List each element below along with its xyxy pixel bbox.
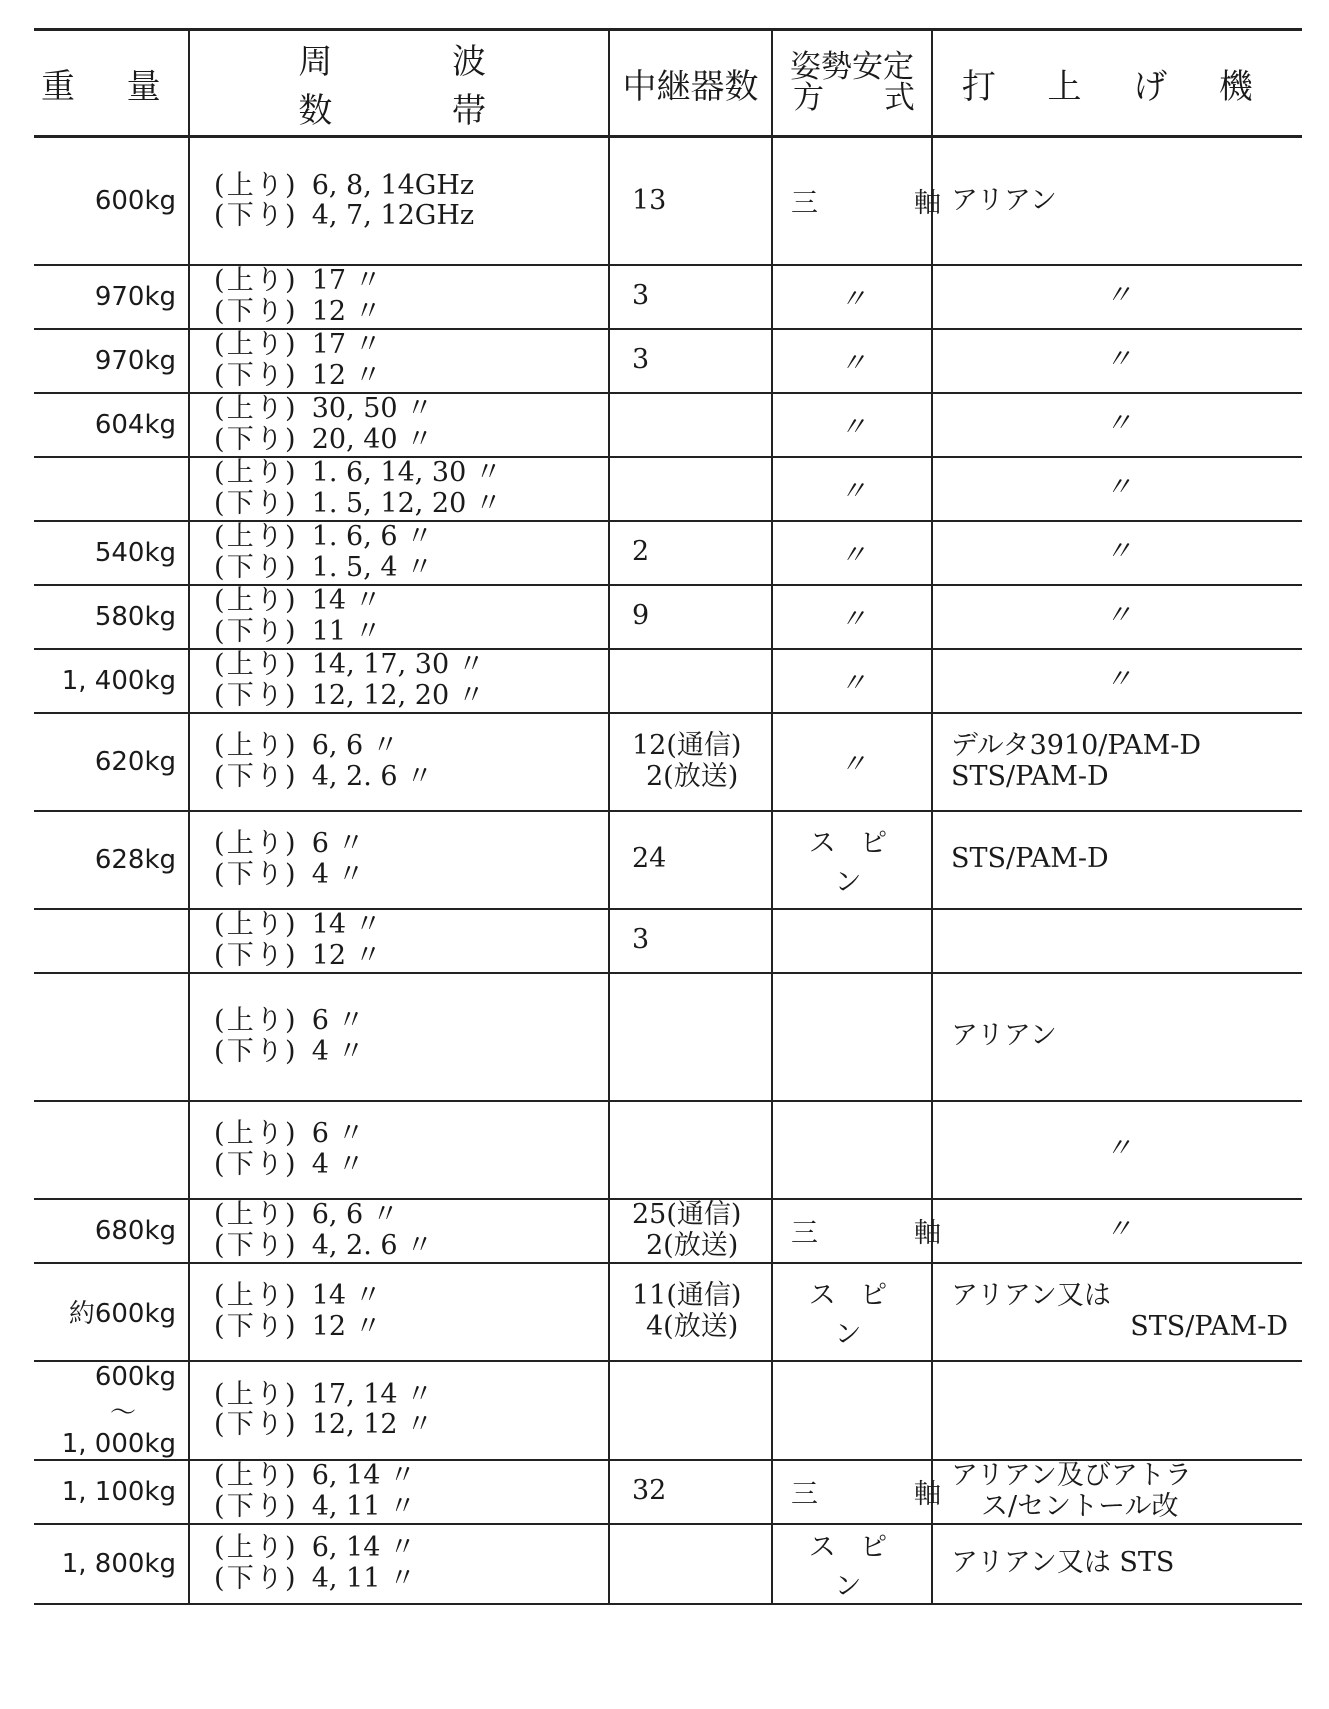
attitude-value: 三 軸: [791, 1218, 941, 1249]
attitude-cell: [772, 1361, 932, 1460]
transponder-cell: [609, 457, 772, 521]
header-launcher: 打 上 げ 機: [932, 30, 1302, 137]
downlink-line: [214, 553, 608, 583]
launcher-line: 〃: [1105, 600, 1130, 632]
uplink-value: 14 〃: [311, 1280, 382, 1312]
weight-text: 600kg: [94, 1361, 176, 1392]
uplink-value: 6, 14 〃: [311, 1532, 417, 1564]
weight-text: 680kg: [94, 1215, 176, 1246]
attitude-value: 三 軸: [791, 1479, 941, 1510]
frequency-cell: [189, 521, 609, 585]
uplink-line: [214, 1461, 608, 1491]
uplink-line: [214, 1119, 608, 1149]
transponder-count: 4(放送): [646, 1310, 739, 1342]
transponder-count: 9: [632, 600, 650, 632]
transponder-cell: [609, 909, 772, 973]
weight-cell: [34, 1199, 189, 1263]
uplink-label: (上り): [214, 457, 298, 489]
frequency-cell: [189, 265, 609, 329]
launcher-cell: [932, 1101, 1302, 1199]
downlink-label: (下り): [214, 295, 298, 327]
transponder-count: 13: [632, 184, 667, 216]
weight-cell: [34, 137, 189, 265]
uplink-label: (上り): [214, 730, 298, 762]
transponder-cell: [609, 329, 772, 393]
uplink-label: (上り): [214, 1460, 298, 1492]
downlink-line: [214, 1312, 608, 1342]
launcher-cell: [932, 1460, 1302, 1524]
uplink-value: 30, 50 〃: [311, 393, 434, 425]
uplink-line: [214, 1200, 608, 1230]
table-row: [34, 1361, 1302, 1460]
downlink-line: [214, 425, 608, 455]
launcher-cell: [932, 265, 1302, 329]
uplink-value: 17 〃: [311, 329, 382, 361]
attitude-cell: [772, 137, 941, 265]
launcher-cell: [932, 457, 1302, 521]
transponder-count: 2: [632, 536, 650, 568]
downlink-value: 12 〃: [311, 359, 382, 391]
transponder-count: 32: [632, 1475, 667, 1507]
frequency-cell: [189, 649, 609, 713]
launcher-line: アリアン: [951, 184, 1057, 216]
attitude-value: 〃: [839, 412, 865, 443]
launcher-line: 〃: [1105, 280, 1130, 312]
uplink-line: [214, 586, 608, 616]
uplink-value: 14, 17, 30 〃: [311, 649, 485, 681]
launcher-cell: [932, 1524, 1302, 1604]
downlink-line: [214, 941, 608, 971]
header-attitude-line1: 姿勢安定: [790, 49, 914, 85]
uplink-value: 1. 6, 14, 30 〃: [311, 457, 502, 489]
attitude-cell: [772, 393, 932, 457]
table-row: [34, 521, 1302, 585]
uplink-label: (上り): [214, 1378, 298, 1410]
downlink-label: (下り): [214, 199, 298, 231]
weight-cell: [34, 713, 189, 811]
launcher-line: デルタ3910/PAM-D: [951, 730, 1201, 762]
weight-text: 620kg: [94, 746, 176, 777]
downlink-value: 1. 5, 4 〃: [311, 551, 434, 583]
downlink-value: 12, 12 〃: [311, 1409, 434, 1440]
weight-cell: [34, 521, 189, 585]
weight-cell: [34, 457, 189, 521]
launcher-line: 〃: [1105, 472, 1130, 504]
transponder-cell: [609, 811, 772, 909]
uplink-line: [214, 829, 608, 859]
transponder-cell: [609, 973, 772, 1101]
transponder-count: 11(通信): [632, 1280, 742, 1312]
weight-text: 604kg: [94, 409, 176, 440]
table-row: [34, 649, 1302, 713]
launcher-line: アリアン: [951, 1020, 1057, 1052]
header-frequency: 周 波 数 帯: [189, 30, 609, 137]
downlink-line: [214, 361, 608, 391]
downlink-line: [214, 1492, 608, 1522]
attitude-cell: [772, 585, 932, 649]
attitude-cell: [772, 1524, 932, 1604]
weight-text: 970kg: [94, 345, 176, 376]
downlink-line: [214, 762, 608, 792]
launcher-line: 〃: [1105, 1133, 1130, 1165]
weight-cell: [34, 1460, 189, 1524]
uplink-line: [214, 458, 608, 488]
attitude-value: 〃: [839, 284, 865, 315]
uplink-label: (上り): [214, 1118, 298, 1150]
downlink-label: (下り): [214, 679, 298, 711]
weight-text: 1, 100kg: [61, 1476, 176, 1507]
downlink-label: (下り): [214, 1148, 298, 1180]
table-row: [34, 457, 1302, 521]
uplink-label: (上り): [214, 1280, 298, 1312]
downlink-label: (下り): [214, 423, 298, 455]
downlink-value: 4 〃: [311, 1148, 365, 1180]
uplink-value: 17, 14 〃: [311, 1378, 434, 1410]
frequency-cell: [189, 713, 609, 811]
uplink-label: (上り): [214, 1532, 298, 1564]
attitude-cell: [772, 265, 932, 329]
attitude-cell: [772, 1101, 932, 1199]
downlink-value: 12 〃: [311, 939, 382, 971]
transponder-cell: [609, 1460, 772, 1524]
table-row: [34, 137, 1302, 265]
attitude-cell: [772, 521, 932, 585]
transponder-count: 3: [632, 280, 650, 312]
downlink-label: (下り): [214, 760, 298, 792]
weight-text: 1, 400kg: [61, 665, 176, 696]
downlink-line: [214, 1410, 608, 1440]
uplink-value: 6 〃: [311, 828, 365, 860]
transponder-cell: [609, 1524, 772, 1604]
downlink-label: (下り): [214, 858, 298, 890]
attitude-value: スピン: [808, 827, 912, 898]
transponder-cell: [609, 521, 772, 585]
weight-text: 580kg: [94, 601, 176, 632]
uplink-line: [214, 394, 608, 424]
table-row: [34, 393, 1302, 457]
transponder-count: 3: [632, 344, 650, 376]
frequency-cell: [189, 457, 609, 521]
downlink-label: (下り): [214, 1310, 298, 1342]
downlink-value: 4, 2. 6 〃: [311, 760, 434, 792]
weight-text: 〜: [109, 1397, 136, 1428]
launcher-cell: [932, 329, 1302, 393]
downlink-label: (下り): [214, 1035, 298, 1067]
uplink-line: [214, 1281, 608, 1311]
downlink-value: 4 〃: [311, 858, 365, 890]
downlink-line: [214, 617, 608, 647]
launcher-cell: [932, 585, 1302, 649]
weight-text: 540kg: [94, 537, 176, 568]
uplink-label: (上り): [214, 1199, 298, 1231]
attitude-value: 〃: [839, 604, 865, 635]
uplink-line: [214, 1533, 608, 1563]
frequency-cell: [189, 909, 609, 973]
transponder-cell: [609, 1101, 772, 1199]
uplink-line: [214, 266, 608, 296]
table-row: [34, 811, 1302, 909]
uplink-label: (上り): [214, 521, 298, 553]
launcher-cell: [932, 521, 1302, 585]
weight-cell: [34, 649, 189, 713]
frequency-cell: [189, 1101, 609, 1199]
attitude-cell: [772, 909, 932, 973]
attitude-cell: [772, 1199, 941, 1263]
attitude-cell: [772, 329, 932, 393]
uplink-value: 6, 8, 14GHz: [311, 169, 475, 201]
downlink-value: 4, 11 〃: [311, 1490, 417, 1522]
weight-cell: [34, 1101, 189, 1199]
table-row: [34, 1101, 1302, 1199]
transponder-count: 12(通信): [632, 730, 742, 762]
uplink-line: [214, 171, 608, 201]
transponder-cell: [609, 393, 772, 457]
weight-text: 970kg: [94, 281, 176, 312]
frequency-cell: [189, 811, 609, 909]
uplink-line: [214, 522, 608, 552]
table-row: [34, 265, 1302, 329]
uplink-value: 14 〃: [311, 585, 382, 617]
launcher-line: アリアン又は STS: [951, 1547, 1175, 1579]
downlink-value: 1. 5, 12, 20 〃: [311, 487, 502, 519]
downlink-label: (下り): [214, 487, 298, 519]
table-row: [34, 585, 1302, 649]
launcher-line: アリアン及びアトラ: [951, 1460, 1192, 1492]
weight-text: 1, 800kg: [61, 1548, 176, 1579]
uplink-line: [214, 731, 608, 761]
downlink-label: (下り): [214, 1562, 298, 1594]
downlink-label: (下り): [214, 1409, 298, 1440]
launcher-cell: [932, 973, 1302, 1101]
uplink-label: (上り): [214, 585, 298, 617]
downlink-line: [214, 1037, 608, 1067]
frequency-cell: [189, 329, 609, 393]
table-row: [34, 973, 1302, 1101]
frequency-cell: [189, 1199, 609, 1263]
uplink-value: 6 〃: [311, 1005, 365, 1037]
weight-cell: [34, 329, 189, 393]
weight-text: 600kg: [94, 185, 176, 216]
uplink-line: [214, 330, 608, 360]
launcher-cell: [932, 649, 1302, 713]
uplink-label: (上り): [214, 909, 298, 941]
uplink-label: (上り): [214, 649, 298, 681]
uplink-label: (上り): [214, 265, 298, 297]
satellite-spec-table: [34, 28, 1302, 1605]
frequency-cell: [189, 137, 609, 265]
uplink-label: (上り): [214, 329, 298, 361]
frequency-cell: [189, 393, 609, 457]
weight-cell: [34, 811, 189, 909]
frequency-cell: [189, 1263, 609, 1361]
table-body: [34, 137, 1302, 1604]
downlink-value: 4, 2. 6 〃: [311, 1229, 434, 1261]
frequency-cell: [189, 585, 609, 649]
weight-text: 1, 000kg: [61, 1428, 176, 1459]
attitude-value: 〃: [839, 476, 865, 507]
header-attitude-line2a: 方: [793, 80, 824, 116]
transponder-cell: [609, 265, 772, 329]
table-row: [34, 329, 1302, 393]
header-attitude: [772, 30, 932, 137]
launcher-line: STS/PAM-D: [951, 760, 1109, 792]
downlink-label: (下り): [214, 939, 298, 971]
weight-cell: [34, 909, 189, 973]
transponder-cell: [609, 585, 772, 649]
attitude-value: 〃: [839, 668, 865, 699]
uplink-label: (上り): [214, 393, 298, 425]
downlink-label: (下り): [214, 1490, 298, 1522]
frequency-cell: [189, 973, 609, 1101]
uplink-line: [214, 1006, 608, 1036]
launcher-line: STS/PAM-D: [1130, 1310, 1288, 1342]
launcher-line: アリアン又は: [951, 1280, 1111, 1312]
launcher-line: 〃: [1105, 344, 1130, 376]
transponder-cell: [609, 1199, 772, 1263]
downlink-value: 4, 7, 12GHz: [311, 199, 475, 231]
downlink-line: [214, 201, 608, 231]
weight-cell: [34, 1361, 189, 1460]
table-row: [34, 1460, 1302, 1524]
attitude-value: 〃: [839, 749, 865, 780]
downlink-line: [214, 860, 608, 890]
downlink-value: 11 〃: [311, 615, 382, 647]
launcher-cell: [932, 909, 1302, 973]
launcher-cell: [932, 393, 1302, 457]
transponder-count: 24: [632, 843, 667, 875]
downlink-value: 20, 40 〃: [311, 423, 434, 455]
uplink-label: (上り): [214, 1005, 298, 1037]
uplink-line: [214, 1380, 608, 1410]
uplink-value: 6, 6 〃: [311, 1199, 399, 1231]
uplink-line: [214, 650, 608, 680]
downlink-line: [214, 1564, 608, 1594]
header-row: [34, 30, 1302, 137]
header-attitude-line2b: 式: [884, 80, 915, 116]
uplink-value: 6, 6 〃: [311, 730, 399, 762]
uplink-value: 6, 14 〃: [311, 1460, 417, 1492]
frequency-cell: [189, 1524, 609, 1604]
uplink-value: 14 〃: [311, 909, 382, 941]
transponder-cell: [609, 1361, 772, 1460]
attitude-cell: [772, 457, 932, 521]
weight-text: 628kg: [94, 844, 176, 875]
attitude-cell: [772, 1460, 941, 1524]
downlink-line: [214, 489, 608, 519]
launcher-cell: [932, 713, 1302, 811]
uplink-value: 17 〃: [311, 265, 382, 297]
downlink-label: (下り): [214, 359, 298, 391]
transponder-cell: [609, 713, 772, 811]
attitude-value: 三 軸: [791, 188, 941, 220]
downlink-value: 12 〃: [311, 1310, 382, 1342]
launcher-line: ス/セントール改: [981, 1490, 1179, 1522]
weight-cell: [34, 585, 189, 649]
transponder-cell: [609, 1263, 772, 1361]
uplink-line: [214, 910, 608, 940]
transponder-count: 2(放送): [646, 1229, 739, 1261]
transponder-count: 3: [632, 924, 650, 956]
launcher-line: 〃: [1105, 408, 1130, 440]
attitude-cell: [772, 811, 932, 909]
downlink-value: 4, 11 〃: [311, 1562, 417, 1594]
launcher-cell: [932, 1361, 1302, 1460]
attitude-cell: [772, 1263, 932, 1361]
table-row: [34, 909, 1302, 973]
weight-cell: [34, 973, 189, 1101]
downlink-label: (下り): [214, 551, 298, 583]
table-row: [34, 713, 1302, 811]
header-weight: 重 量: [34, 30, 189, 137]
downlink-value: 4 〃: [311, 1035, 365, 1067]
header-transponders: 中継器数: [609, 30, 772, 137]
downlink-value: 12, 12, 20 〃: [311, 679, 485, 711]
uplink-label: (上り): [214, 828, 298, 860]
transponder-count: 2(放送): [646, 760, 739, 792]
uplink-value: 1. 6, 6 〃: [311, 521, 434, 553]
uplink-value: 6 〃: [311, 1118, 365, 1150]
launcher-cell: [932, 1199, 1302, 1263]
frequency-cell: [189, 1460, 609, 1524]
weight-cell: [34, 1524, 189, 1604]
attitude-cell: [772, 973, 932, 1101]
launcher-line: 〃: [1105, 664, 1130, 696]
transponder-cell: [609, 137, 772, 265]
launcher-line: 〃: [1105, 1214, 1130, 1246]
attitude-value: スピン: [808, 1279, 912, 1350]
weight-cell: [34, 1263, 189, 1361]
table-row: [34, 1199, 1302, 1263]
launcher-line: 〃: [1105, 536, 1130, 568]
downlink-value: 12 〃: [311, 295, 382, 327]
transponder-count: 25(通信): [632, 1199, 742, 1231]
launcher-cell: [932, 137, 1302, 265]
uplink-label: (上り): [214, 169, 298, 201]
downlink-line: [214, 1150, 608, 1180]
downlink-line: [214, 1231, 608, 1261]
table-row: [34, 1263, 1302, 1361]
frequency-cell: [189, 1361, 609, 1460]
downlink-line: [214, 681, 608, 711]
attitude-value: スピン: [808, 1531, 912, 1602]
weight-cell: [34, 265, 189, 329]
attitude-value: 〃: [839, 540, 865, 571]
downlink-label: (下り): [214, 1229, 298, 1261]
downlink-line: [214, 297, 608, 327]
attitude-cell: [772, 649, 932, 713]
launcher-cell: [932, 1263, 1302, 1361]
weight-cell: [34, 393, 189, 457]
attitude-cell: [772, 713, 932, 811]
launcher-line: STS/PAM-D: [951, 843, 1109, 875]
downlink-label: (下り): [214, 615, 298, 647]
launcher-cell: [932, 811, 1302, 909]
attitude-value: 〃: [839, 348, 865, 379]
weight-text: 約600kg: [68, 1299, 176, 1329]
table-row: [34, 1524, 1302, 1604]
transponder-cell: [609, 649, 772, 713]
